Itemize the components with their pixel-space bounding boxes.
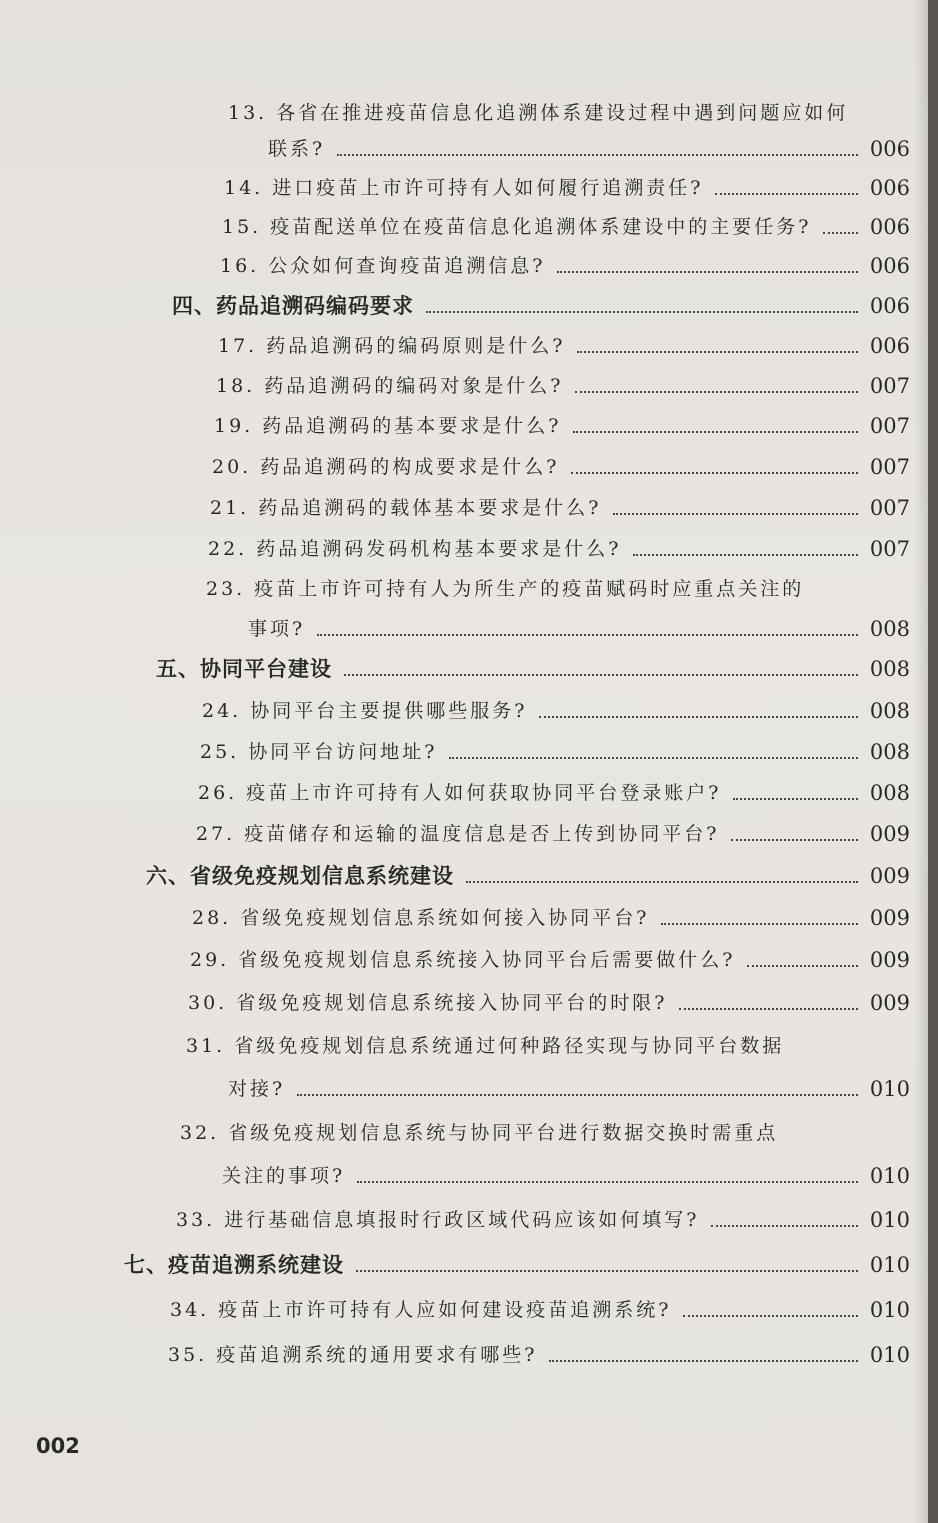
toc-entry-35[interactable] [168, 1334, 910, 1368]
toc-page-number: 009 [869, 991, 910, 1015]
toc-entry-text: 32. 省级免疫规划信息系统与协同平台进行数据交换时需重点 [180, 1122, 779, 1144]
toc-entry-25[interactable] [200, 731, 910, 765]
toc-page-number: 009 [869, 822, 910, 846]
dot-leader [357, 1181, 858, 1183]
toc-entry-text: 联系? [268, 138, 326, 160]
toc-entry-text: 24. 协同平台主要提供哪些服务? [202, 700, 528, 722]
toc-page-number: 010 [869, 1164, 910, 1188]
toc-entry-text: 35. 疫苗追溯系统的通用要求有哪些? [168, 1344, 538, 1366]
toc-entry-text: 27. 疫苗储存和运输的温度信息是否上传到协同平台? [196, 823, 720, 845]
toc-entry-text: 对接? [228, 1078, 286, 1100]
toc-entry-text: 19. 药品追溯码的基本要求是什么? [214, 415, 562, 437]
toc-page-number: 006 [869, 137, 910, 161]
dot-leader [733, 798, 858, 800]
dot-leader [426, 311, 858, 313]
toc-page-number: 006 [869, 215, 910, 239]
toc-entry-23-line2[interactable] [248, 608, 910, 642]
toc-section-title: 五、协同平台建设 [156, 657, 332, 681]
toc-page-number: 007 [869, 374, 910, 398]
toc-entry-text: 28. 省级免疫规划信息系统如何接入协同平台? [192, 907, 650, 929]
toc-page-number: 007 [869, 496, 910, 520]
toc-entry-text: 22. 药品追溯码发码机构基本要求是什么? [208, 538, 622, 560]
toc-entry-text: 20. 药品追溯码的构成要求是什么? [212, 456, 560, 478]
toc-entry-13-line1 [228, 92, 848, 126]
toc-entry-22[interactable] [208, 528, 910, 562]
toc-page-number: 010 [869, 1208, 910, 1232]
toc-page-number: 006 [869, 176, 910, 200]
toc-page-number: 008 [869, 781, 910, 805]
toc-page-number: 007 [869, 455, 910, 479]
toc-page-number: 007 [869, 537, 910, 561]
toc-entry-27[interactable] [196, 813, 910, 847]
toc-entry-28[interactable] [192, 897, 910, 931]
dot-leader [747, 965, 858, 967]
toc-entry-31-line1 [186, 1025, 806, 1059]
dot-leader [557, 271, 858, 273]
toc-entry-text: 30. 省级免疫规划信息系统接入协同平台的时限? [188, 992, 668, 1014]
toc-page-number: 009 [869, 948, 910, 972]
dot-leader [715, 193, 858, 195]
toc-entry-23-line1 [206, 568, 826, 602]
toc-entry-text: 18. 药品追溯码的编码对象是什么? [216, 375, 564, 397]
dot-leader [573, 431, 858, 433]
dot-leader [344, 674, 858, 676]
toc-entry-text: 21. 药品追溯码的载体基本要求是什么? [210, 497, 602, 519]
toc-entry-text: 17. 药品追溯码的编码原则是什么? [218, 335, 566, 357]
dot-leader [575, 391, 858, 393]
toc-entry-text: 25. 协同平台访问地址? [200, 741, 438, 763]
dot-leader [549, 1360, 858, 1362]
toc-entry-32-line1 [180, 1112, 800, 1146]
toc-entry-text: 16. 公众如何查询疫苗追溯信息? [220, 255, 546, 277]
toc-section-6[interactable] [146, 855, 910, 889]
toc-entry-text: 31. 省级免疫规划信息系统通过何种路径实现与协同平台数据 [186, 1035, 785, 1057]
toc-section-5[interactable] [156, 648, 910, 682]
toc-entry-16[interactable] [220, 245, 910, 279]
toc-page-number: 010 [869, 1343, 910, 1367]
toc-entry-text: 23. 疫苗上市许可持有人为所生产的疫苗赋码时应重点关注的 [206, 578, 805, 600]
dot-leader [577, 351, 858, 353]
toc-entry-34[interactable] [170, 1289, 910, 1323]
toc-entry-text: 34. 疫苗上市许可持有人应如何建设疫苗追溯系统? [170, 1299, 672, 1321]
toc-section-7[interactable] [124, 1244, 910, 1278]
toc-page-number: 008 [869, 657, 910, 681]
toc-page-number: 009 [869, 864, 910, 888]
toc-page-number: 008 [869, 617, 910, 641]
toc-entry-13-line2[interactable] [268, 128, 910, 162]
dot-leader [466, 881, 858, 883]
toc-page-number: 010 [869, 1077, 910, 1101]
toc-entry-30[interactable] [188, 982, 910, 1016]
dot-leader [317, 634, 858, 636]
toc-page-number: 010 [869, 1253, 910, 1277]
toc-entry-24[interactable] [202, 690, 910, 724]
toc-section-4[interactable] [172, 285, 910, 319]
toc-entry-text: 关注的事项? [222, 1165, 346, 1187]
toc-entry-text: 14. 进口疫苗上市许可持有人如何履行追溯责任? [224, 177, 704, 199]
dot-leader [297, 1094, 858, 1096]
toc-page-number: 006 [869, 254, 910, 278]
toc-entry-26[interactable] [198, 772, 910, 806]
dot-leader [731, 839, 858, 841]
toc-entry-31-line2[interactable] [228, 1068, 910, 1102]
toc-entry-text: 29. 省级免疫规划信息系统接入协同平台后需要做什么? [190, 949, 736, 971]
toc-entry-text: 13. 各省在推进疫苗信息化追溯体系建设过程中遇到问题应如何 [228, 102, 849, 124]
toc-page-number: 010 [869, 1298, 910, 1322]
toc-entry-33[interactable] [176, 1199, 910, 1233]
toc-entry-20[interactable] [212, 446, 910, 480]
toc-entry-29[interactable] [190, 939, 910, 973]
dot-leader [449, 757, 858, 759]
toc-entry-text: 26. 疫苗上市许可持有人如何获取协同平台登录账户? [198, 782, 722, 804]
toc-entry-14[interactable] [224, 167, 910, 201]
toc-section-title: 七、疫苗追溯系统建设 [124, 1253, 344, 1277]
toc-entry-text: 15. 疫苗配送单位在疫苗信息化追溯体系建设中的主要任务? [222, 216, 812, 238]
toc-entry-15[interactable] [222, 206, 910, 240]
toc-entry-text: 事项? [248, 618, 306, 640]
dot-leader [633, 554, 858, 556]
dot-leader [823, 232, 858, 234]
toc-section-title: 六、省级免疫规划信息系统建设 [146, 864, 454, 888]
page-number: 002 [36, 1434, 80, 1458]
dot-leader [679, 1008, 858, 1010]
toc-entry-21[interactable] [210, 487, 910, 521]
toc-page-number: 008 [869, 740, 910, 764]
toc-section-title: 四、药品追溯码编码要求 [172, 294, 414, 318]
dot-leader [613, 513, 858, 515]
toc-page-number: 006 [869, 294, 910, 318]
dot-leader [711, 1225, 858, 1227]
toc-page-number: 006 [869, 334, 910, 358]
dot-leader [661, 923, 858, 925]
dot-leader [683, 1315, 858, 1317]
toc-entry-19[interactable] [214, 405, 910, 439]
toc-page-number: 007 [869, 414, 910, 438]
toc-page-number: 008 [869, 699, 910, 723]
toc-entry-32-line2[interactable] [222, 1155, 910, 1189]
toc-entry-text: 33. 进行基础信息填报时行政区域代码应该如何填写? [176, 1209, 700, 1231]
toc-page-number: 009 [869, 906, 910, 930]
dot-leader [571, 472, 858, 474]
dot-leader [539, 716, 858, 718]
dot-leader [337, 154, 858, 156]
dot-leader [356, 1270, 858, 1272]
toc-entry-17[interactable] [218, 325, 910, 359]
toc-entry-18[interactable] [216, 365, 910, 399]
